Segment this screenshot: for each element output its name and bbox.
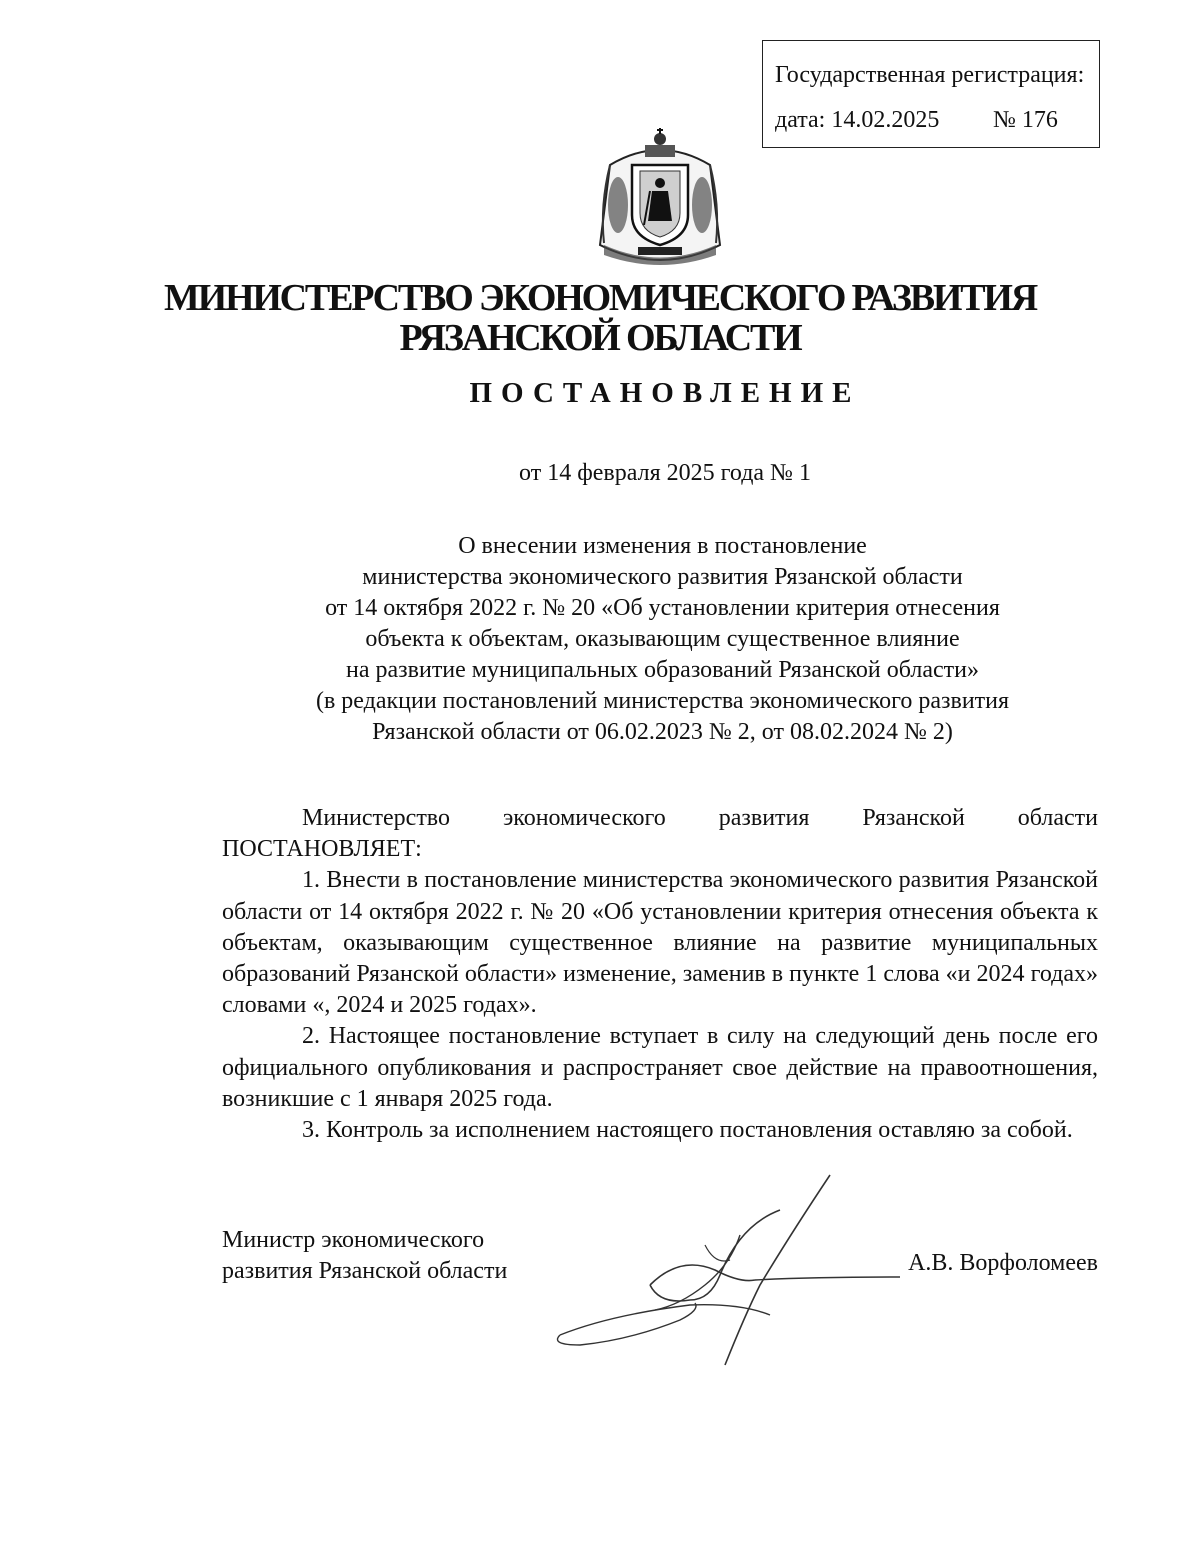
ministry-name	[0, 278, 1200, 358]
subject-line: объекта к объектам, оказывающим существенное влияние	[365, 626, 960, 652]
registration-stamp	[762, 40, 1100, 148]
ministry-name-line2: РЯЗАНСКОЙ ОБЛАСТИ	[399, 317, 801, 359]
body-item-3: 3. Контроль за исполнением настоящего постановления оставляю за собой.	[302, 1117, 1073, 1144]
subject-line: О внесении изменения в постановление	[458, 533, 867, 559]
signer-name: А.В. Ворфоломеев	[908, 1250, 1098, 1276]
document-body	[222, 803, 1098, 1146]
subject-line: (в редакции постановлений министерства экономического развития	[315, 688, 1010, 714]
registration-number: № 176	[993, 107, 1058, 133]
document-type: ПОСТАНОВЛЕНИЕ	[469, 377, 861, 409]
registration-date: дата: 14.02.2025	[775, 107, 940, 133]
subject-line: министерства экономического развития Рязанской области	[362, 564, 963, 590]
ryazan-coat-of-arms-icon	[590, 125, 730, 275]
signer-position-line1: Министр экономического	[222, 1227, 485, 1253]
body-item-1: 1. Внести в постановление министерства экономического развития Рязанской области от 14 октября 2022 г. № 20 «Об установлении критерия отнесения объекта к объектам, оказывающим существенное влияние на развитие муниципальных образований Рязанской области» изменение, заменив в пункте 1 слова «и 2024 годах» словами «, 2024 и 2025 годах».	[222, 867, 1098, 1019]
ministry-name-line1: МИНИСТЕРСТВО ЭКОНОМИЧЕСКОГО РАЗВИТИЯ	[163, 277, 1037, 319]
subject-line: Рязанской области от 06.02.2023 № 2, от 08.02.2024 № 2)	[372, 719, 953, 745]
body-preamble: Министерство экономического развития Рязанской области ПОСТАНОВЛЯЕТ:	[222, 805, 1098, 863]
document-subject	[220, 531, 1105, 748]
subject-line: на развитие муниципальных образований Рязанской области»	[346, 657, 979, 683]
document-date: от 14 февраля 2025 года № 1	[519, 460, 811, 486]
body-item-2: 2. Настоящее постановление вступает в силу на следующий день после его официального опубликования и распространяет свое действие на правоотношения, возникшие с 1 января 2025 года.	[222, 1023, 1098, 1112]
subject-line: от 14 октября 2022 г. № 20 «Об установлении критерия отнесения	[325, 595, 1000, 621]
signer-position-line2: развития Рязанской области	[222, 1258, 508, 1284]
registration-title: Государственная регистрация:	[775, 62, 1085, 88]
handwritten-signature	[540, 1165, 920, 1375]
signer-position	[222, 1225, 507, 1287]
